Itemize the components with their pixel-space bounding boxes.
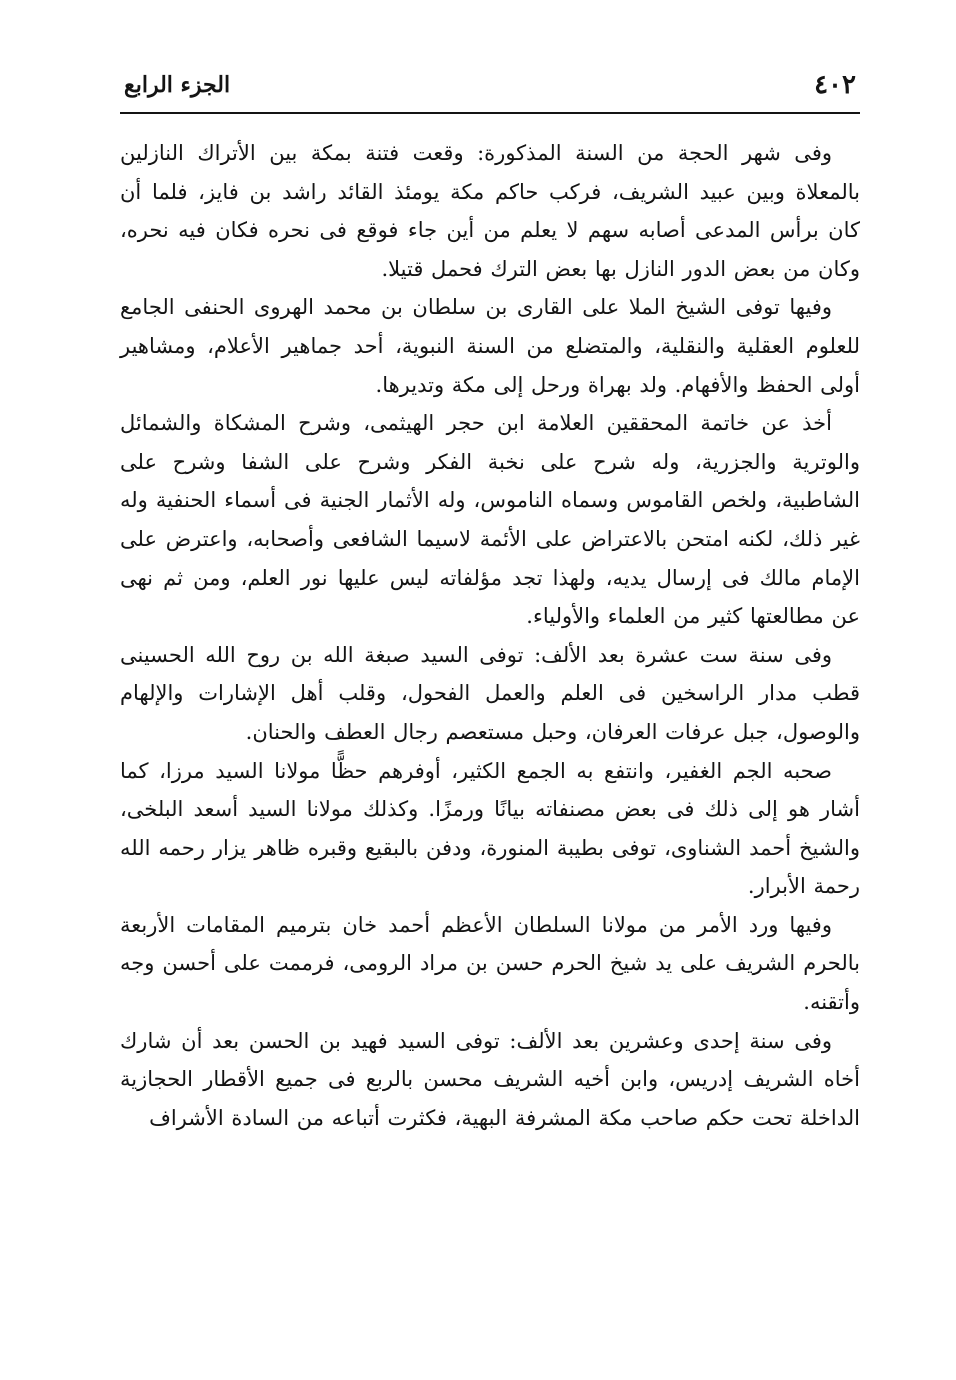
- page-number: ٤٠٢: [814, 70, 856, 100]
- paragraph: وفى سنة إحدى وعشرين بعد الألف: توفى السيد فهيد بن الحسن بعد أن شارك أخاه الشريف إدريس، وابن أخيه الشريف محسن بالربع فى جميع الأقطار الحجازية الداخلة تحت حكم صاحب مكة المشرفة البهية، فكثرت أتباعه من السادة الأشراف: [120, 1028, 860, 1130]
- page-header: [120, 64, 860, 114]
- paragraph: وفى شهر الحجة من السنة المذكورة: وقعت فتنة بمكة بين الأتراك النازلين بالمعلاة وبين عبيد الشريف، فركب حاكم مكة يومئذ القائد راشد بن فايز، فلما أن كان برأس المدعى أصابه سهم لا يعلم من أين جاء فوقع فى نحره فكان فيه نحره، وكان من بعض الدور النازل بها بعض الترك فحمل قتيلا.: [120, 141, 860, 281]
- paragraph: وفيها توفى الشيخ الملا على القارى بن سلطان بن محمد الهروى الحنفى الجامع للعلوم العقلية والنقلية، والمتضلع من السنة النبوية، أحد جماهير الأعلام، ومشاهير أولى الحفظ والأفهام. ولد بهراة ورحل إلى مكة وتديرها.: [120, 295, 860, 397]
- book-page: [120, 64, 860, 1137]
- paragraph: صحبه الجم الغفير، وانتفع به الجمع الكثير، أوفرهم حظًّا مولانا السيد مرزا، كما أشار هو إلى ذلك فى بعض مصنفاته بيانًا ورمزًا. وكذلك مولانا السيد أسعد البلخى، والشيخ أحمد الشناوى، توفى بطيبة المنورة، ودفن بالبقيع وقبره ظاهر يزار رحمه الله رحمة الأبرار.: [120, 758, 860, 899]
- paragraph: وفى سنة ست عشرة بعد الألف: توفى السيد صبغة الله بن روح الله الحسينى قطب مدار الراسخين فى العلم والعمل الفحول، وقلب أهل الإشارات والإلهام والوصول، جبل عرفات العرفان، وحبل مستعصم رجال العطف والحنان.: [120, 642, 860, 744]
- paragraph: أخذ عن خاتمة المحققين العلامة ابن حجر الهيثمى، وشرح المشكاة والشمائل والوترية والجزرية، وله شرح على نخبة الفكر وشرح على الشفا وشرح على الشاطبية، ولخص القاموس وسماه الناموس، وله الأثمار الجنية فى أسماء الحنفية وله غير ذلك، لكنه امتحن بالاعتراض على الأئمة لاسيما الشافعى وأصحابه، واعترض على الإمام مالك فى إرسال يديه، ولهذا تجد مؤلفاته ليس عليها نور العلم، ومن ثم نهى عن مطالعتها كثير من العلماء والأولياء.: [120, 411, 860, 629]
- paragraph: وفيها ورد الأمر من مولانا السلطان الأعظم أحمد خان بترميم المقامات الأربعة بالحرم الشريف على يد شيخ الحرم حسن بن مراد الرومى، فرممت على أحسن وجه وأتقنه.: [120, 912, 860, 1015]
- page-body: [120, 134, 860, 1137]
- running-title: الجزء الرابع: [124, 72, 231, 98]
